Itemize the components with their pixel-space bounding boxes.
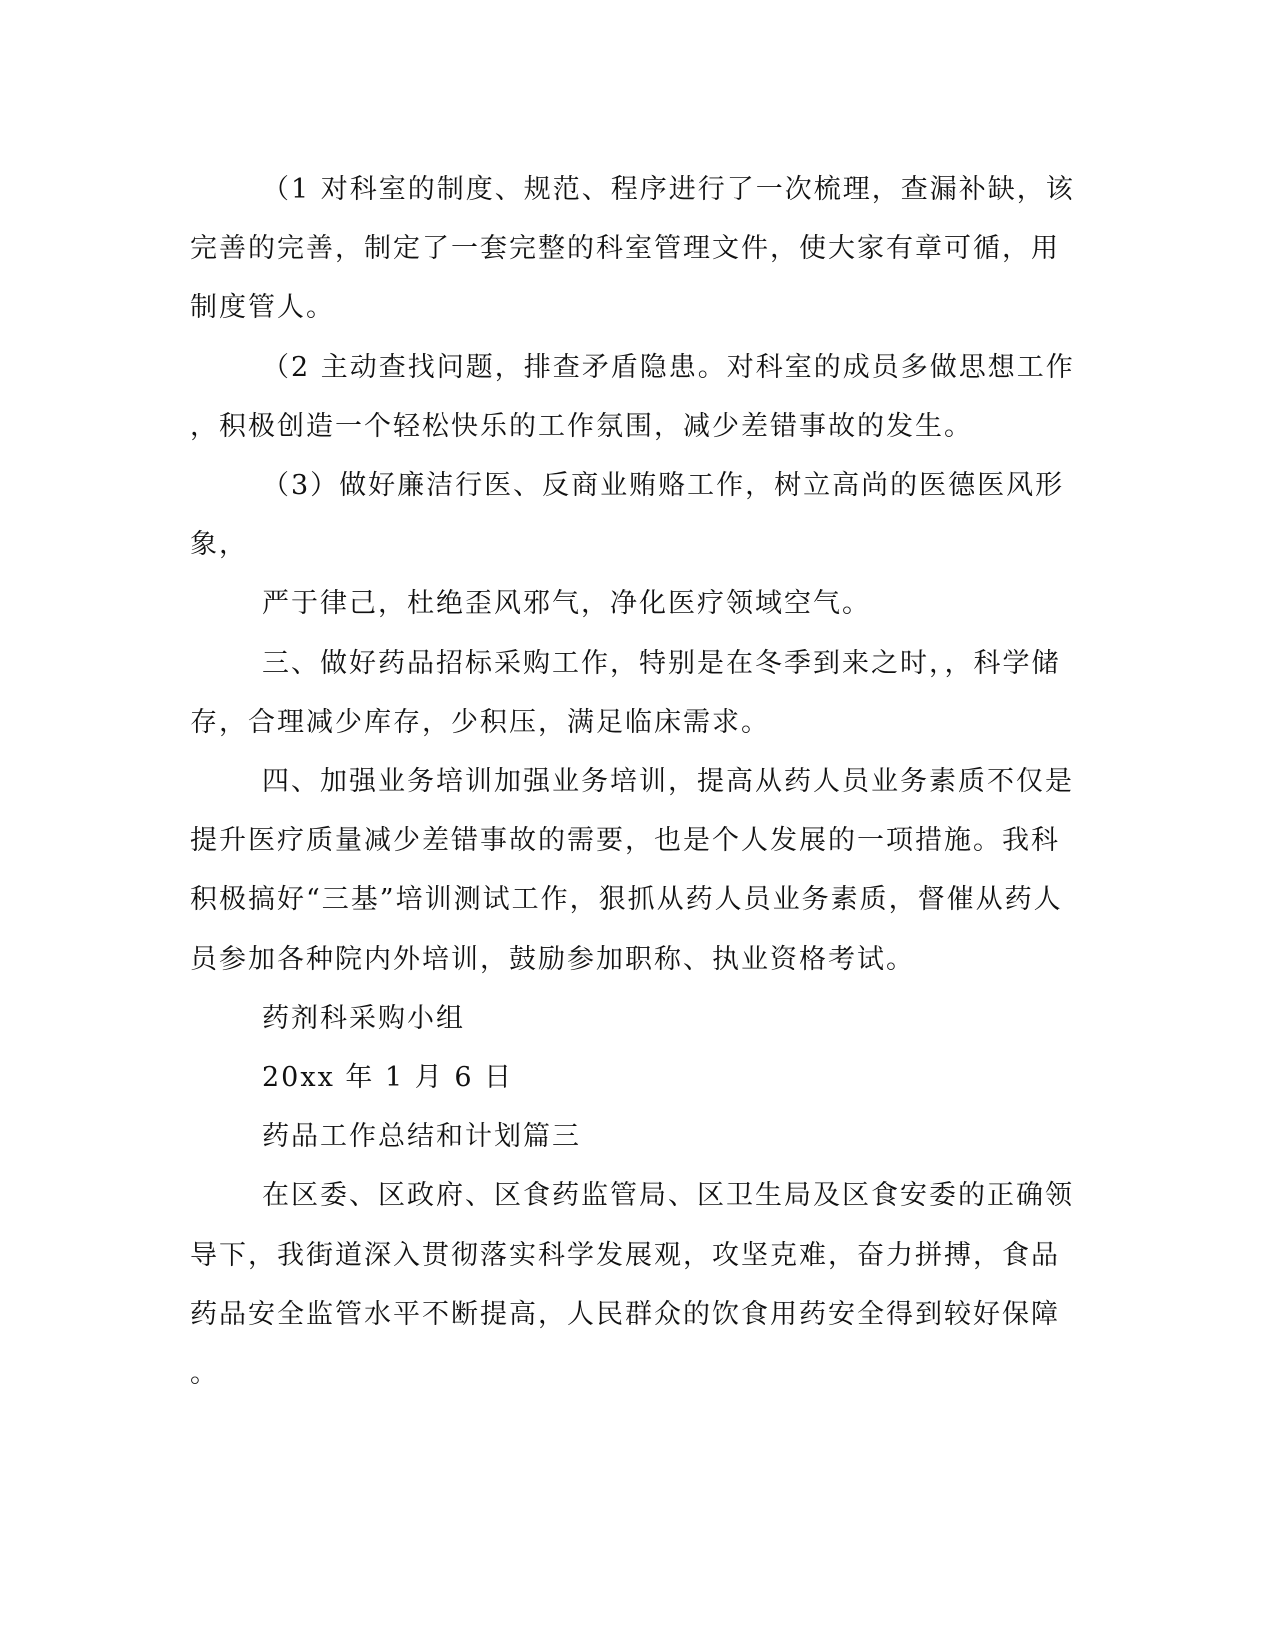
text-line: 。 xyxy=(190,1358,219,1389)
text-line: ，积极创造一个轻松快乐的工作氛围，减少差错事故的发生。 xyxy=(190,411,973,442)
text-line: 象， xyxy=(190,529,248,560)
signature-department: 药剂科采购小组 xyxy=(262,1003,465,1034)
text-line: 药品安全监管水平不断提高，人民群众的饮食用药安全得到较好保障 xyxy=(190,1299,1060,1330)
text-line: 完善的完善，制定了一套完整的科室管理文件，使大家有章可循，用 xyxy=(190,233,1060,264)
text-line: （1 对科室的制度、规范、程序进行了一次梳理，查漏补缺，该 xyxy=(262,174,1075,205)
text-line: （2 主动查找问题，排查矛盾隐患。对科室的成员多做思想工作 xyxy=(262,352,1075,383)
text-line: 四、加强业务培训加强业务培训，提高从药人员业务素质不仅是 xyxy=(262,766,1074,797)
text-line: 严于律己，杜绝歪风邪气，净化医疗领域空气。 xyxy=(262,588,871,619)
text-line: 提升医疗质量减少差错事故的需要，也是个人发展的一项措施。我科 xyxy=(190,825,1060,856)
text-line: 制度管人。 xyxy=(190,292,335,323)
text-line: 存，合理减少库存，少积压，满足临床需求。 xyxy=(190,707,770,738)
signature-date: 20xx 年 1 月 6 日 xyxy=(262,1062,514,1093)
text-line: 导下，我街道深入贯彻落实科学发展观，攻坚克难，奋力拼搏，食品 xyxy=(190,1240,1060,1271)
text-line: 在区委、区政府、区食药监管局、区卫生局及区食安委的正确领 xyxy=(262,1180,1074,1211)
text-line: 员参加各种院内外培训，鼓励参加职称、执业资格考试。 xyxy=(190,944,915,975)
text-line: 三、做好药品招标采购工作，特别是在冬季到来之时，，科学储 xyxy=(262,648,1061,679)
text-line: （3）做好廉洁行医、反商业贿赂工作，树立高尚的医德医风形 xyxy=(262,470,1065,501)
text-line: 积极搞好“三基”培训测试工作，狠抓从药人员业务素质，督催从药人 xyxy=(190,884,1063,915)
section-title: 药品工作总结和计划篇三 xyxy=(262,1121,581,1152)
